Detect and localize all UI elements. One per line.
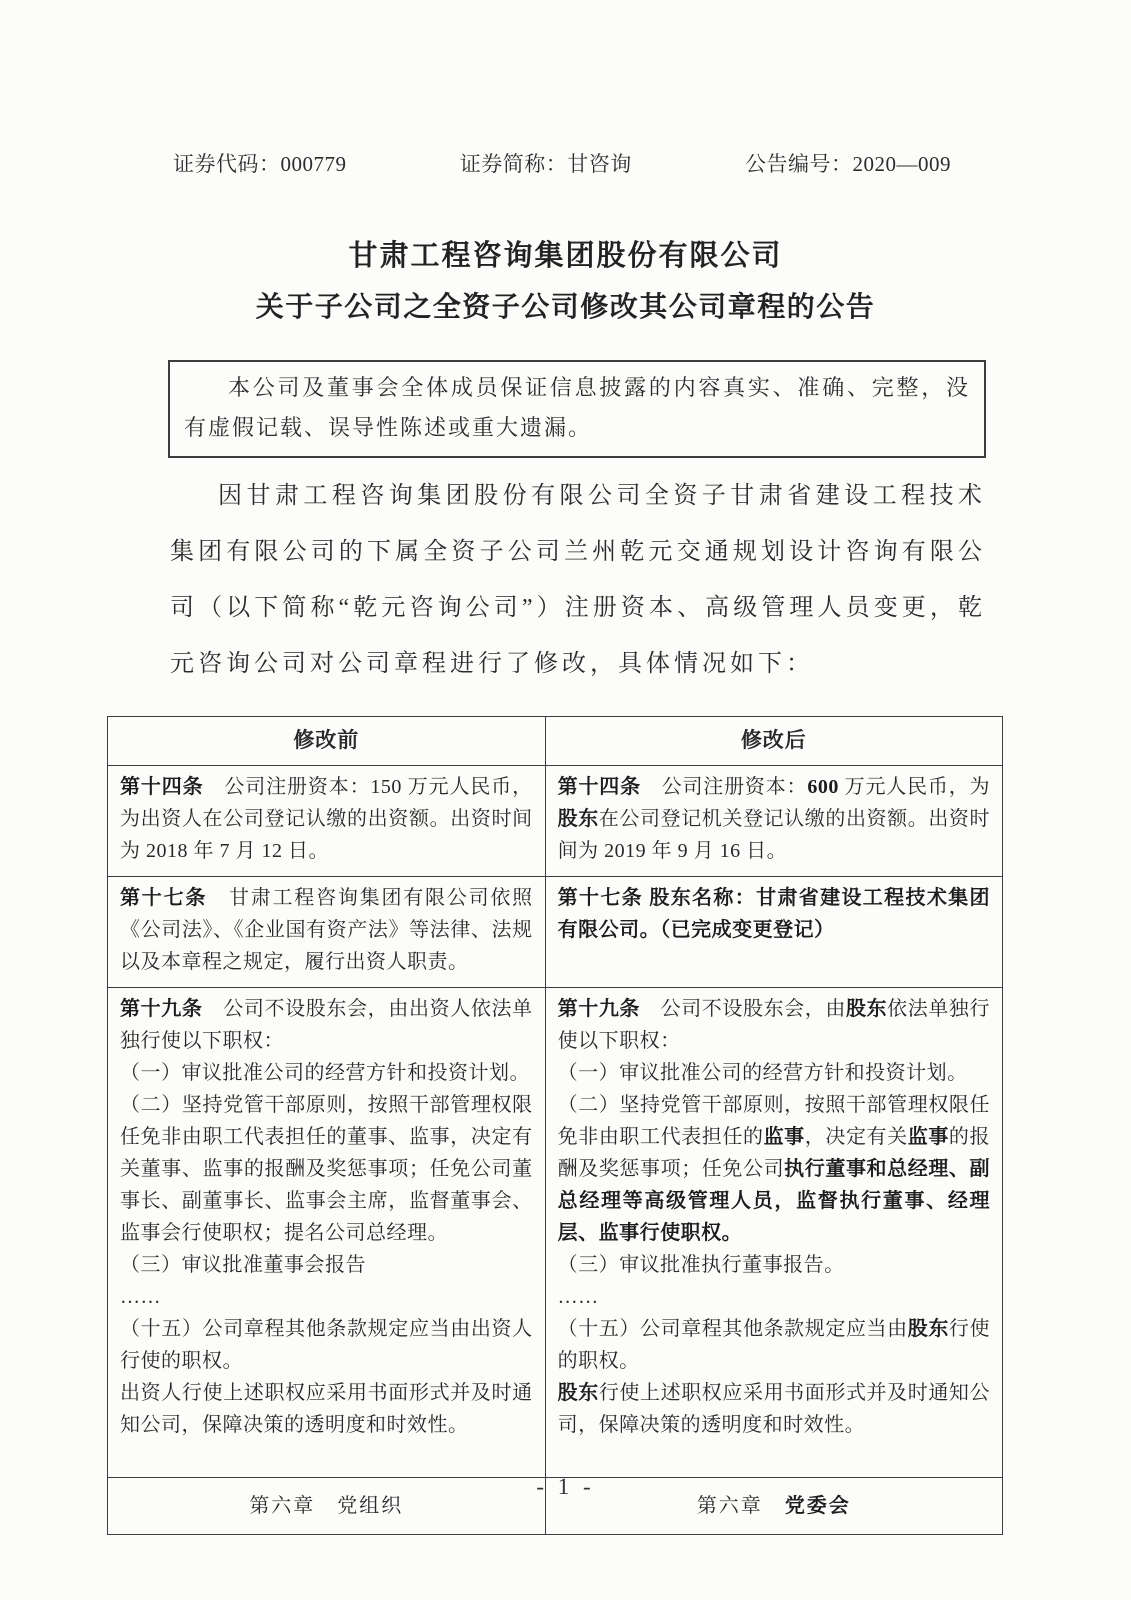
disclaimer-box <box>168 360 986 458</box>
stock-abbr: 证券简称：甘咨询 <box>459 152 632 176</box>
disclaimer-text: 本公司及董事会全体成员保证信息披露的内容真实、准确、完整，没有虚假记载、误导性陈述或重大遗漏。 <box>184 375 970 440</box>
page-number: - 1 - <box>536 1474 595 1499</box>
cell-after: 第十七条 股东名称：甘肃省建设工程技术集团有限公司。（已完成变更登记） <box>545 877 1002 988</box>
cell-before: 第十七条 甘肃工程咨询集团有限公司依照《公司法》、《企业国有资产法》等法律、法规以及本章程之规定，履行出资人职责。 <box>108 877 546 988</box>
announcement-no: 公告编号：2020—009 <box>745 152 951 176</box>
cell-after: 第十四条 公司注册资本：600 万元人民币，为股东在公司登记机关登记认缴的出资额。出资时间为 2019 年 9 月 16 日。 <box>545 766 1002 877</box>
cell-before: 第十四条 公司注册资本：150 万元人民币，为出资人在公司登记认缴的出资额。出资时间为 2018 年 7 月 12 日。 <box>108 766 546 877</box>
table-header-row <box>108 717 1003 766</box>
table-row <box>108 877 1003 988</box>
col-header-after: 修改后 <box>545 717 1002 766</box>
cell-before: 第十九条 公司不设股东会，由出资人依法单独行使以下职权： （一）审议批准公司的经营方针和投资计划。 （二）坚持党管干部原则，按照干部管理权限任免非由职工代表担任的董事、监事，决定有关董事、监事的报酬及奖惩事项；任免公司董事长、副董事长、监事会主席，监督董事会、监事会行使职权；提名公司总经理。 （三）审议批准董事会报告 …… （十五）公司章程其他条款规定应当由出资人行使的职权。 出资人行使上述职权应采用书面形式并及时通知公司，保障决策的透明度和时效性。 <box>108 988 546 1478</box>
company-title: 甘肃工程咨询集团股份有限公司 <box>348 240 783 272</box>
stock-code: 证券代码：000779 <box>173 152 347 176</box>
col-header-before: 修改前 <box>108 717 546 766</box>
cell-after: 第六章 党委会 <box>545 1478 1002 1535</box>
intro-paragraph: 因甘肃工程咨询集团股份有限公司全资子甘肃省建设工程技术集团有限公司的下属全资子公司兰州乾元交通规划设计咨询有限公司（以下简称“乾元咨询公司”）注册资本、高级管理人员变更，乾元咨询公司对公司章程进行了修改，具体情况如下： <box>170 483 986 677</box>
cell-before: 第六章 党组织 <box>108 1478 546 1535</box>
cell-after: 第十九条 公司不设股东会，由股东依法单独行使以下职权： （一）审议批准公司的经营方针和投资计划。 （二）坚持党管干部原则，按照干部管理权限任免非由职工代表担任的监事，决定有关监事的报酬及奖惩事项；任免公司执行董事和总经理、副总经理等高级管理人员，监督执行董事、经理层、监事行使职权。 （三）审议批准执行董事报告。 …… （十五）公司章程其他条款规定应当由股东行使的职权。 股东行使上述职权应采用书面形式并及时通知公司，保障决策的透明度和时效性。 <box>545 988 1002 1478</box>
document-header <box>173 148 951 178</box>
table-row <box>108 988 1003 1478</box>
table-row <box>108 766 1003 877</box>
announcement-title: 关于子公司之全资子公司修改其公司章程的公告 <box>255 291 876 322</box>
comparison-table <box>107 716 1003 1535</box>
